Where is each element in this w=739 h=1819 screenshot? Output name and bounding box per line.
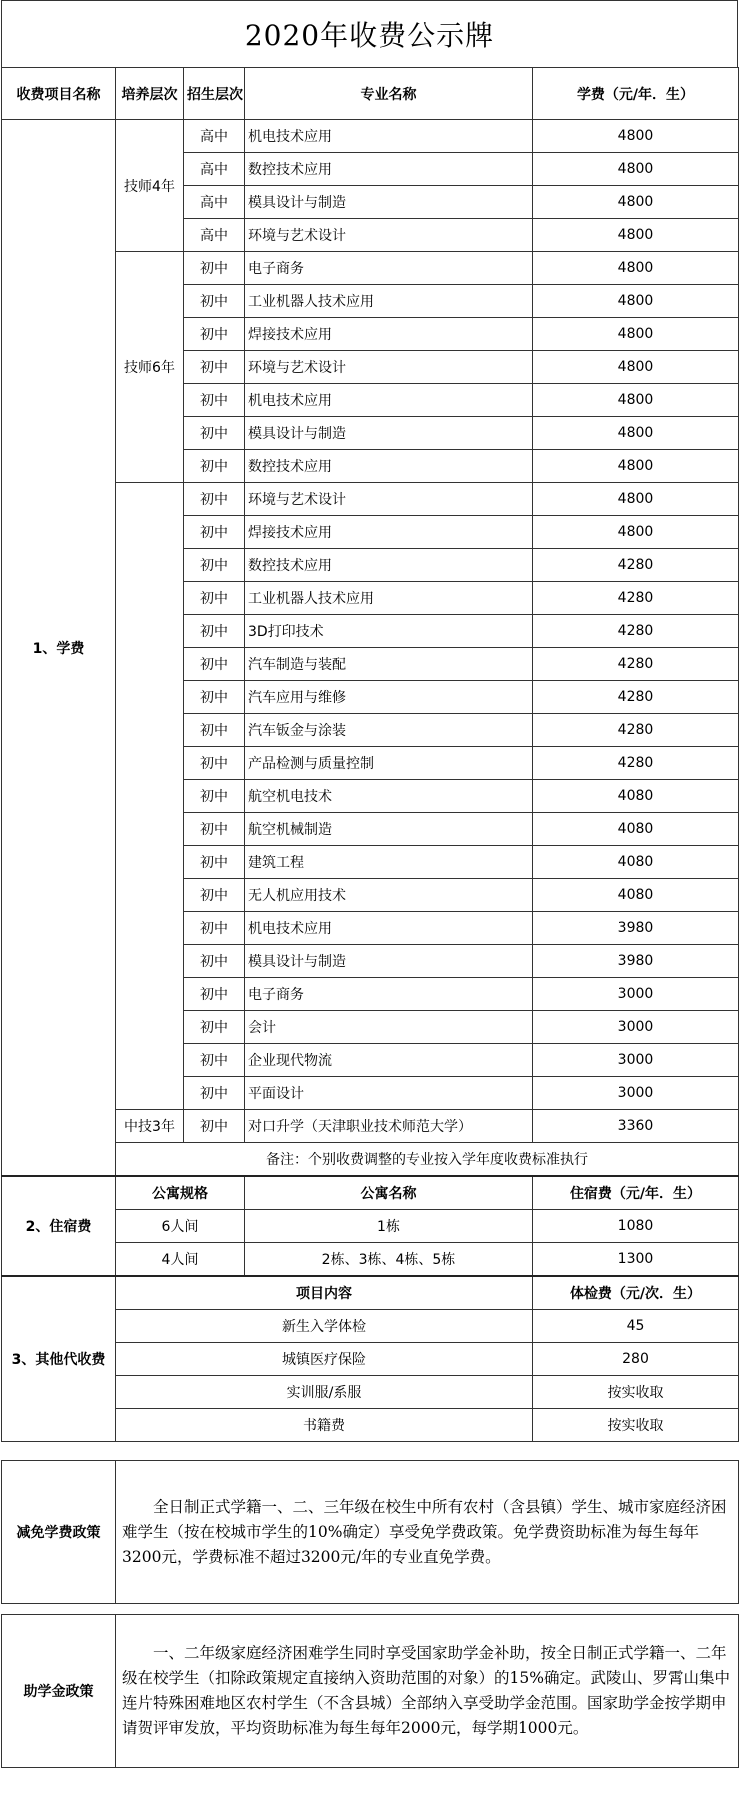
dorm-name: 2栋、3栋、4栋、5栋 <box>245 1243 533 1277</box>
admission-level: 初中 <box>184 351 245 384</box>
tuition-fee: 4280 <box>533 648 739 681</box>
admission-level: 初中 <box>184 285 245 318</box>
major-name: 环境与艺术设计 <box>245 351 533 384</box>
other-fee: 按实收取 <box>533 1376 739 1409</box>
tuition-fee: 4280 <box>533 747 739 780</box>
tuition-fee: 4800 <box>533 186 739 219</box>
other-label: 3、其他代收费 <box>2 1276 116 1442</box>
other-item: 实训服/系服 <box>116 1376 533 1409</box>
major-name: 汽车应用与维修 <box>245 681 533 714</box>
tuition-fee: 3000 <box>533 1077 739 1110</box>
major-name: 数控技术应用 <box>245 549 533 582</box>
major-name: 环境与艺术设计 <box>245 483 533 516</box>
policy-text: 全日制正式学籍一、二、三年级在校生中所有农村（含县镇）学生、城市家庭经济困难学生（按在校城市学生的10%确定）享受免学费政策。免学费资助标准为每生每年3200元，学费标准不超过3200元/年的专业直免学费。 <box>116 1461 739 1604</box>
major-name: 模具设计与制造 <box>245 417 533 450</box>
major-name: 3D打印技术 <box>245 615 533 648</box>
major-name: 产品检测与质量控制 <box>245 747 533 780</box>
table-row <box>2 120 739 153</box>
admission-level: 初中 <box>184 549 245 582</box>
admission-level: 初中 <box>184 252 245 285</box>
admission-level: 初中 <box>184 318 245 351</box>
dorm-header-spec: 公寓规格 <box>116 1176 245 1210</box>
admission-level: 初中 <box>184 1110 245 1143</box>
major-name: 模具设计与制造 <box>245 945 533 978</box>
policy-table-grant <box>1 1614 739 1768</box>
major-name: 电子商务 <box>245 252 533 285</box>
tuition-fee: 4280 <box>533 714 739 747</box>
tuition-fee: 4080 <box>533 846 739 879</box>
major-name: 焊接技术应用 <box>245 516 533 549</box>
tuition-fee: 4080 <box>533 813 739 846</box>
other-fee: 按实收取 <box>533 1409 739 1442</box>
admission-level: 初中 <box>184 384 245 417</box>
dorm-header-name: 公寓名称 <box>245 1176 533 1210</box>
training-level <box>116 483 184 1110</box>
other-fee: 280 <box>533 1343 739 1376</box>
tuition-fee: 3360 <box>533 1110 739 1143</box>
tuition-fee: 4800 <box>533 219 739 252</box>
training-level: 技师4年 <box>116 120 184 252</box>
major-name: 数控技术应用 <box>245 450 533 483</box>
other-header-row <box>2 1276 739 1310</box>
tuition-fee: 4080 <box>533 879 739 912</box>
policy-text: 一、二年级家庭经济困难学生同时享受国家助学金补助，按全日制正式学籍一、二年级在校学生（扣除政策规定直接纳入资助范围的对象）的15%确定。武陵山、罗霄山集中连片特殊困难地区农村学生（不含县城）全部纳入享受助学金范围。国家助学金按学期申请贺评审发放，平均资助标准为每生每年2000元，每学期1000元。 <box>116 1615 739 1768</box>
major-name: 汽车钣金与涂装 <box>245 714 533 747</box>
major-name: 对口升学（天津职业技术师范大学） <box>245 1110 533 1143</box>
header-major: 专业名称 <box>245 68 533 120</box>
other-header-fee: 体检费（元/次．生） <box>533 1276 739 1310</box>
dorm-header-row <box>2 1176 739 1210</box>
dorm-fee: 1300 <box>533 1243 739 1277</box>
policy-label: 助学金政策 <box>2 1615 116 1768</box>
tuition-fee: 4800 <box>533 516 739 549</box>
admission-level: 初中 <box>184 714 245 747</box>
header-item: 收费项目名称 <box>2 68 116 120</box>
major-name: 航空机电技术 <box>245 780 533 813</box>
major-name: 建筑工程 <box>245 846 533 879</box>
tuition-fee: 4800 <box>533 351 739 384</box>
admission-level: 高中 <box>184 153 245 186</box>
admission-level: 初中 <box>184 450 245 483</box>
major-name: 工业机器人技术应用 <box>245 582 533 615</box>
tuition-fee: 3980 <box>533 945 739 978</box>
tuition-fee: 4800 <box>533 285 739 318</box>
fee-table <box>1 67 739 1442</box>
other-fee: 45 <box>533 1310 739 1343</box>
section-gap <box>1 1442 738 1460</box>
other-item: 书籍费 <box>116 1409 533 1442</box>
tuition-fee: 3000 <box>533 1044 739 1077</box>
major-name: 机电技术应用 <box>245 384 533 417</box>
header-level: 培养层次 <box>116 68 184 120</box>
tuition-fee: 4800 <box>533 252 739 285</box>
table-header-row <box>2 68 739 120</box>
admission-level: 高中 <box>184 219 245 252</box>
fee-notice-board <box>1 0 738 1768</box>
training-level: 中技3年 <box>116 1110 184 1143</box>
admission-level: 初中 <box>184 813 245 846</box>
admission-level: 初中 <box>184 582 245 615</box>
major-name: 电子商务 <box>245 978 533 1011</box>
header-admission: 招生层次 <box>184 68 245 120</box>
admission-level: 初中 <box>184 1011 245 1044</box>
tuition-fee: 4800 <box>533 450 739 483</box>
major-name: 工业机器人技术应用 <box>245 285 533 318</box>
training-level: 技师6年 <box>116 252 184 483</box>
admission-level: 初中 <box>184 1044 245 1077</box>
admission-level: 初中 <box>184 615 245 648</box>
major-name: 会计 <box>245 1011 533 1044</box>
dorm-name: 1栋 <box>245 1210 533 1243</box>
tuition-label: 1、学费 <box>2 120 116 1177</box>
admission-level: 初中 <box>184 681 245 714</box>
tuition-note: 备注：个别收费调整的专业按入学年度收费标准执行 <box>116 1143 739 1177</box>
dorm-header-fee: 住宿费（元/年．生） <box>533 1176 739 1210</box>
dorm-label: 2、住宿费 <box>2 1176 116 1276</box>
other-header-item: 项目内容 <box>116 1276 533 1310</box>
tuition-fee: 4800 <box>533 384 739 417</box>
other-item: 城镇医疗保险 <box>116 1343 533 1376</box>
admission-level: 初中 <box>184 747 245 780</box>
tuition-fee: 4280 <box>533 615 739 648</box>
admission-level: 初中 <box>184 780 245 813</box>
admission-level: 初中 <box>184 879 245 912</box>
major-name: 模具设计与制造 <box>245 186 533 219</box>
tuition-fee: 4280 <box>533 549 739 582</box>
major-name: 企业现代物流 <box>245 1044 533 1077</box>
admission-level: 初中 <box>184 417 245 450</box>
major-name: 无人机应用技术 <box>245 879 533 912</box>
policy-table-tuition-waiver <box>1 1460 739 1604</box>
major-name: 汽车制造与装配 <box>245 648 533 681</box>
admission-level: 初中 <box>184 945 245 978</box>
admission-level: 初中 <box>184 1077 245 1110</box>
dorm-spec: 6人间 <box>116 1210 245 1243</box>
header-fee: 学费（元/年．生） <box>533 68 739 120</box>
other-item: 新生入学体检 <box>116 1310 533 1343</box>
admission-level: 初中 <box>184 516 245 549</box>
tuition-fee: 4280 <box>533 582 739 615</box>
major-name: 航空机械制造 <box>245 813 533 846</box>
tuition-fee: 3980 <box>533 912 739 945</box>
tuition-fee: 3000 <box>533 1011 739 1044</box>
admission-level: 初中 <box>184 912 245 945</box>
section-gap <box>1 1604 738 1614</box>
tuition-fee: 4800 <box>533 153 739 186</box>
admission-level: 初中 <box>184 483 245 516</box>
dorm-spec: 4人间 <box>116 1243 245 1277</box>
tuition-fee: 4800 <box>533 417 739 450</box>
major-name: 机电技术应用 <box>245 912 533 945</box>
tuition-fee: 4800 <box>533 318 739 351</box>
tuition-fee: 4280 <box>533 681 739 714</box>
major-name: 数控技术应用 <box>245 153 533 186</box>
tuition-fee: 4800 <box>533 120 739 153</box>
tuition-fee: 4800 <box>533 483 739 516</box>
admission-level: 高中 <box>184 186 245 219</box>
major-name: 焊接技术应用 <box>245 318 533 351</box>
major-name: 机电技术应用 <box>245 120 533 153</box>
major-name: 平面设计 <box>245 1077 533 1110</box>
admission-level: 高中 <box>184 120 245 153</box>
policy-label: 减免学费政策 <box>2 1461 116 1604</box>
tuition-fee: 4080 <box>533 780 739 813</box>
admission-level: 初中 <box>184 978 245 1011</box>
admission-level: 初中 <box>184 648 245 681</box>
tuition-fee: 3000 <box>533 978 739 1011</box>
dorm-fee: 1080 <box>533 1210 739 1243</box>
major-name: 环境与艺术设计 <box>245 219 533 252</box>
page-title: 2020年收费公示牌 <box>1 0 738 67</box>
admission-level: 初中 <box>184 846 245 879</box>
